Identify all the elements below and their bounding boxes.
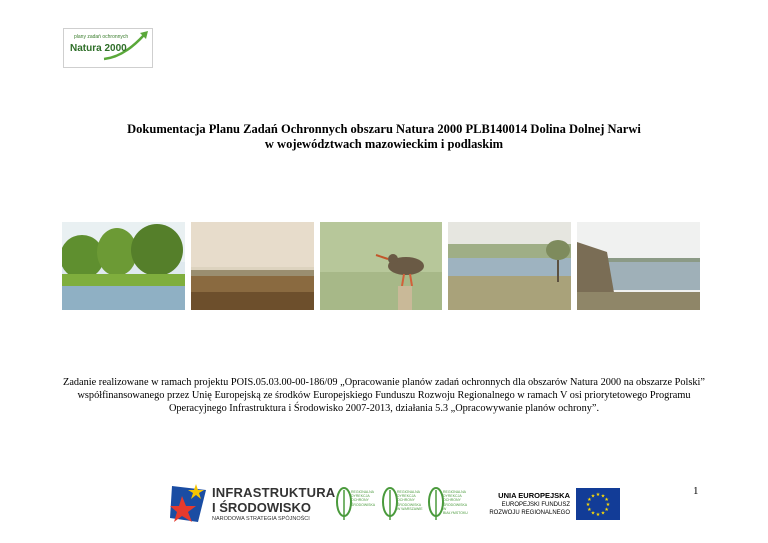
page-number: 1	[693, 485, 699, 497]
document-title	[40, 122, 728, 152]
title-line-1: Dokumentacja Planu Zadań Ochronnych obszaru Natura 2000 PLB140014 Dolina Dolnej Narwi	[127, 122, 641, 136]
leaf-icon	[382, 486, 398, 522]
eu-line-2: EUROPEJSKI FUNDUSZ	[501, 502, 570, 508]
eu-star-icon: ★	[600, 511, 606, 517]
logo-name: Natura 2000	[70, 43, 127, 54]
eu-star-icon: ★	[600, 494, 606, 500]
infra-line-1: INFRASTRUKTURA	[212, 485, 336, 500]
logo-small-text: plany zadań ochronnych	[74, 34, 129, 40]
river-landscape-photo	[448, 222, 571, 310]
eu-star-icon: ★	[590, 511, 596, 517]
eu-text-block	[470, 486, 570, 524]
riverbank-photo	[577, 222, 700, 310]
project-description: Zadanie realizowane w ramach projektu POIS.05.03.00-00-186/09 „Opracowanie planów zadań ochronnych dla obszarów Natura 2000 na obszarze Polski” współfinansowanego przez Unię Europejską ze środków Europejskiego Funduszu Rozwoju Regionalnego w ramach V osi priorytetowego Programu Operacyjnego Infrastruktura i Środowisko 2007-2013, działania 5.3 „Opracowywanie planów ochrony”.	[63, 377, 705, 414]
eu-star-icon: ★	[587, 498, 592, 503]
infrastruktura-logo	[168, 482, 336, 526]
rdos-text-2: REGIONALNA DYREKCJA OCHRONY ŚRODOWISKA W WARSZAWIE	[397, 490, 423, 511]
rdos-logo-3	[428, 486, 470, 524]
bird-on-post-photo	[320, 222, 443, 310]
rdos-logo-2	[382, 486, 424, 524]
leaf-icon	[336, 486, 352, 522]
misty-meadow-photo	[191, 222, 314, 310]
eu-star-icon: ★	[595, 493, 601, 498]
eu-star-icon: ★	[590, 494, 596, 500]
title-line-2: w województwach mazowieckim i podlaskim	[264, 137, 504, 151]
rdos-text-1: REGIONALNA DYREKCJA OCHRONY ŚRODOWISKA	[351, 490, 376, 507]
eu-line-3: ROZWOJU REGIONALNEGO	[489, 510, 570, 516]
eu-star-icon: ★	[604, 498, 609, 503]
natura-2000-logo	[63, 28, 153, 68]
infra-line-3: NARODOWA STRATEGIA SPÓJNOŚCI	[212, 516, 310, 522]
infra-line-2: I ŚRODOWISKO	[212, 500, 311, 515]
leaf-icon	[428, 486, 444, 522]
star-emblem-icon	[168, 482, 210, 526]
eu-star-icon: ★	[587, 508, 592, 513]
eu-star-icon: ★	[604, 508, 609, 513]
rdos-text-3: REGIONALNA DYREKCJA OCHRONY ŚRODOWISKA W BIAŁYMSTOKU	[443, 490, 468, 516]
eu-star-icon: ★	[605, 503, 611, 508]
photo-strip	[62, 222, 700, 310]
river-trees-photo	[62, 222, 185, 310]
eu-flag-icon	[576, 488, 620, 520]
eu-star-icon: ★	[585, 503, 591, 508]
eu-star-icon: ★	[595, 513, 601, 518]
eu-line-1: UNIA EUROPEJSKA	[498, 491, 570, 500]
rdos-logo-1	[336, 486, 378, 524]
footer-logos	[168, 482, 611, 528]
